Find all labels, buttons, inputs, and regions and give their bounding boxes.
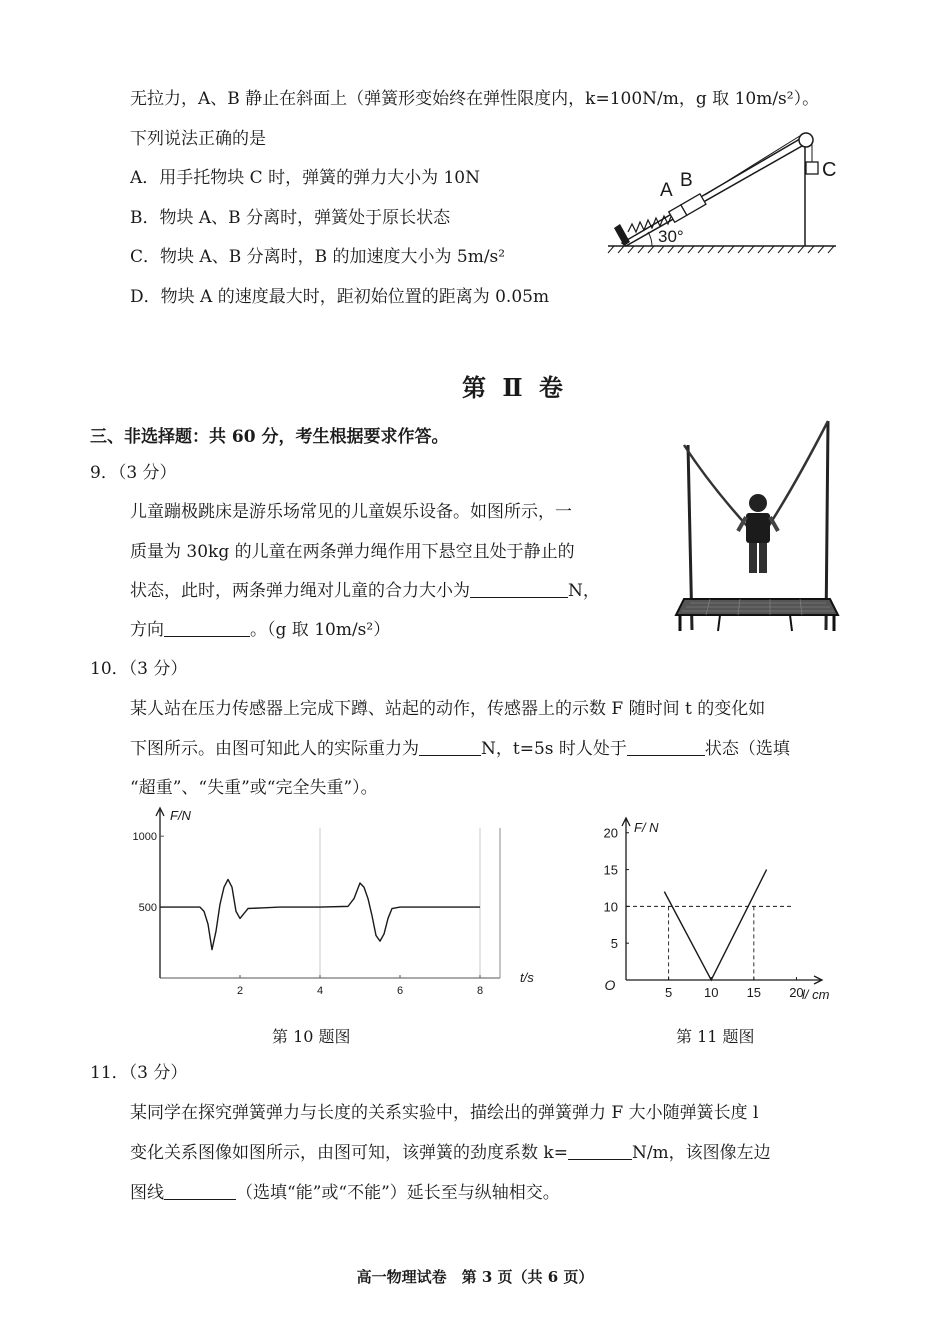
section-title: 第 Ⅱ 卷 — [462, 373, 567, 402]
x-tick-label-2: 15 — [746, 985, 762, 1000]
trampoline-photo — [670, 415, 840, 635]
blocks-ab — [669, 194, 706, 222]
y-tick-label-0: 500 — [138, 902, 157, 915]
y-tick-label-1: 1000 — [132, 831, 157, 844]
q8-option-d: D．物块 A 的速度最大时，距初始位置的距离为 0.05m — [130, 287, 550, 307]
q10-line1: 某人站在压力传感器上完成下蹲、站起的动作，传感器上的示数 F 随时间 t 的变化如 — [130, 699, 766, 719]
child-left-leg — [749, 543, 757, 573]
q11-blank-extend[interactable] — [164, 1182, 236, 1200]
q9-blank-force[interactable] — [470, 580, 568, 598]
q9-number: 9．（3 分） — [90, 463, 177, 483]
y-axis-label: F/N — [170, 808, 191, 823]
label-c: C — [822, 159, 837, 181]
angle-label: 30° — [658, 227, 684, 246]
x-tick-label-0: 2 — [236, 985, 244, 997]
q10-line2-mid: N，t=5s 时人处于 — [481, 739, 627, 759]
page-footer: 高一物理试卷 第 3 页（共 6 页） — [356, 1268, 594, 1286]
q8-line2: 下列说法正确的是 — [130, 129, 266, 149]
q8-line1: 无拉力，A、B 静止在斜面上（弹簧形变始终在弹性限度内，k=100N/m，g 取 10m/s²）。 — [130, 89, 820, 109]
block-b — [681, 194, 706, 215]
q8-option-a: A．用手托物块 C 时，弹簧的弹力大小为 10N — [130, 168, 481, 188]
q8-option-c: C．物块 A、B 分离时，B 的加速度大小为 5m/s² — [130, 247, 506, 267]
y-tick-label-2: 15 — [603, 862, 618, 878]
q9-line4-tail: 。（g 取 10m/s²） — [250, 620, 391, 640]
angle-arc — [648, 232, 652, 246]
q10-caption: 第 10 题图 — [272, 1027, 351, 1046]
q11-line3-tail: （选填“能”或“不能”）延长至与纵轴相交。 — [236, 1183, 560, 1203]
q9-line1: 儿童蹦极跳床是游乐场常见的儿童娱乐设备。如图所示，一 — [130, 502, 572, 522]
child-right-leg — [759, 543, 767, 573]
x-tick-label-1: 4 — [316, 985, 324, 997]
q11-line3 — [130, 1178, 560, 1203]
q11-number: 11．（3 分） — [90, 1063, 188, 1083]
incline-plane — [622, 136, 809, 246]
x-tick-label-3: 8 — [476, 985, 484, 997]
child-head — [749, 494, 767, 512]
series-line-0 — [664, 870, 766, 980]
child-torso — [746, 513, 770, 543]
y-tick-label-1: 10 — [603, 899, 618, 915]
q10-line3: “超重”、“失重”或“完全失重”）。 — [130, 778, 378, 798]
q9-line3 — [130, 576, 600, 601]
y-tick-label-3: 20 — [603, 825, 618, 841]
section-heading: 三、非选择题：共 60 分，考生根据要求作答。 — [90, 427, 449, 447]
q9-line3-unit: N， — [568, 581, 600, 601]
chart-q10 — [128, 800, 548, 1005]
y-axis-label: F/ N — [634, 820, 659, 835]
label-b: B — [680, 170, 693, 191]
q11-line3-text: 图线 — [130, 1183, 164, 1203]
q9-line3-text: 状态，此时，两条弹力绳对儿童的合力大小为 — [130, 581, 470, 601]
q10-blank-state[interactable] — [627, 738, 705, 756]
origin-label: O — [604, 977, 616, 993]
y-tick-label-0: 5 — [610, 936, 618, 952]
incline-figure — [600, 120, 850, 260]
block-c — [806, 162, 818, 174]
q10-blank-weight[interactable] — [419, 738, 481, 756]
q8-option-b: B．物块 A、B 分离时，弹簧处于原长状态 — [130, 208, 451, 228]
q10-line2 — [130, 734, 790, 759]
x-tick-label-2: 6 — [396, 985, 404, 997]
q11-line2 — [130, 1138, 771, 1163]
q11-line2-tail: N/m，该图像左边 — [631, 1143, 771, 1163]
q10-line2-text: 下图所示。由图可知此人的实际重力为 — [130, 739, 419, 759]
q9-blank-direction[interactable] — [164, 619, 250, 637]
chart-q11 — [590, 812, 850, 1007]
q9-line4 — [130, 615, 390, 640]
x-tick-label-3: 20 — [789, 985, 804, 1000]
x-tick-label-1: 10 — [703, 985, 719, 1000]
q11-caption: 第 11 题图 — [676, 1027, 755, 1046]
q9-line4-text: 方向 — [130, 620, 164, 640]
x-tick-label-0: 5 — [664, 985, 673, 1000]
label-a: A — [660, 180, 673, 201]
ground-hatch — [608, 246, 834, 253]
q9-line2: 质量为 30kg 的儿童在两条弹力绳作用下悬空且处于静止的 — [130, 542, 575, 562]
q11-blank-k[interactable] — [568, 1142, 632, 1160]
x-axis-label: t/s — [520, 970, 534, 985]
rope-incline — [705, 134, 803, 195]
q11-line1: 某同学在探究弹簧弹力与长度的关系实验中，描绘出的弹簧弹力 F 大小随弹簧长度 l — [130, 1103, 759, 1123]
q11-line2-text: 变化关系图像如图所示，由图可知，该弹簧的劲度系数 k= — [130, 1143, 568, 1163]
x-axis-label: l/ cm — [802, 987, 830, 1002]
q10-line2-tail: 状态（选填 — [704, 739, 790, 759]
q10-number: 10．（3 分） — [90, 659, 188, 679]
